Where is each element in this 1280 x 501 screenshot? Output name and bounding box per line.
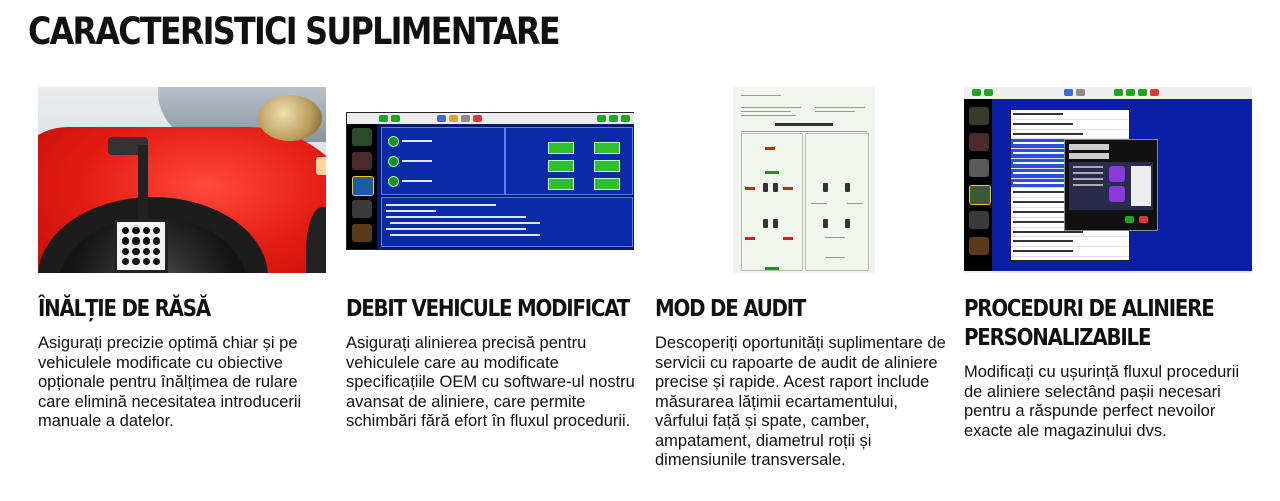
feature-description: Asigurați precizie optimă chiar și pe vehiculele modificate cu obiective opționale pentru înălțimea de rulare care elimină necesitatea introducerii manuale a datelor. — [38, 334, 302, 430]
target-arm — [138, 145, 148, 225]
custom-procedures-screen-image — [964, 87, 1252, 273]
audit-report-document — [735, 87, 873, 273]
procedures-window — [964, 87, 1252, 273]
feature-title: PROCEDURI DE ALINIERE PERSONALIZABILE — [964, 296, 1214, 351]
side-mirror — [258, 95, 322, 141]
car-light — [316, 157, 326, 175]
procedure-edit-dialog — [1064, 139, 1158, 231]
feature-title: ÎNĂLȚIE DE RĂSĂ — [38, 296, 210, 322]
feature-card-audit-mode — [655, 87, 955, 471]
feature-description: Descoperiți oportunități suplimentare de servicii cu rapoarte de audit de aliniere precise și rapide. Acest raport include măsurarea lățimii ecartamentului, vârfului față și spate, camber, ampatament, diametrul roții și dimensiunile transversale. — [655, 334, 946, 469]
page-title: CARACTERISTICI SUPLIMENTARE — [28, 10, 559, 53]
software-sidebar — [347, 124, 377, 249]
vehicle-alignment-report-image — [655, 87, 943, 273]
feature-description: Asigurați alinierea precisă pentru vehiculele care au modificate specificațiile OEM cu software-ul nostru avansat de aliniere, care permite schimbări fără efort în fluxul procedurii. — [346, 334, 635, 430]
feature-title: MOD DE AUDIT — [655, 296, 806, 322]
feature-card-custom-procedures — [964, 87, 1264, 441]
alignment-software-screen-image — [346, 87, 634, 273]
alignment-target-icon — [114, 219, 168, 273]
feature-card-modified-vehicles — [346, 87, 646, 432]
procedures-sidebar — [964, 99, 992, 271]
car-with-alignment-target-image — [38, 87, 326, 273]
software-window — [346, 112, 634, 250]
feature-card-ride-height — [38, 87, 338, 432]
software-toolbar — [347, 113, 634, 124]
feature-title: DEBIT VEHICULE MODIFICAT — [346, 296, 630, 322]
feature-description: Modificați cu ușurință fluxul procedurii de aliniere selectând pașii necesari pentru a răspunde perfect nevoilor exacte ale magazinului dvs. — [964, 363, 1240, 440]
